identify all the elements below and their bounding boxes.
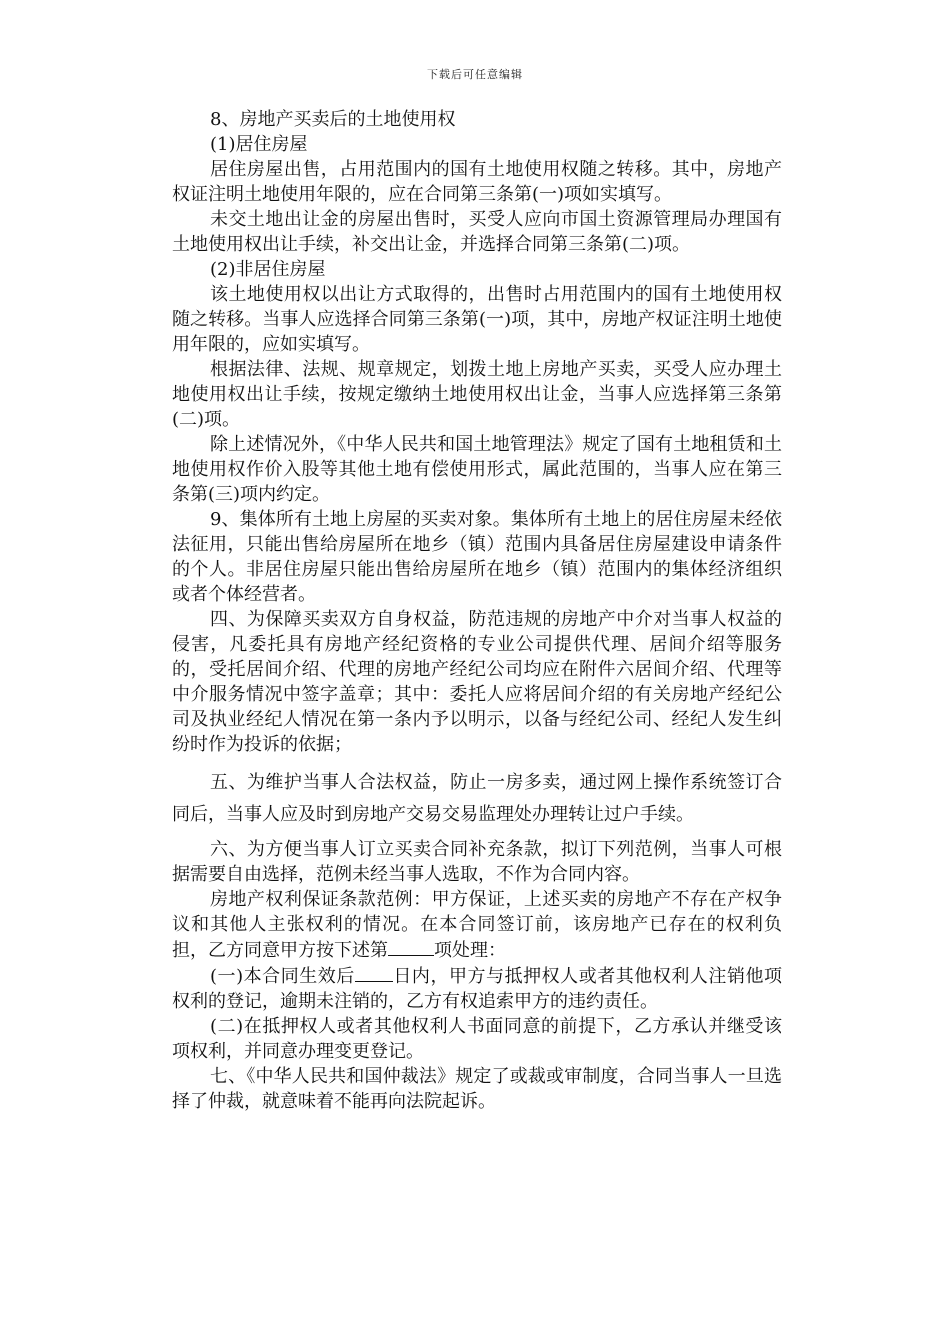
subheading-residential: (1)居住房屋 — [210, 134, 308, 155]
guarantee-clause-tail: 项处理： — [434, 940, 506, 961]
days-blank — [355, 963, 393, 982]
option-1-paragraph — [172, 963, 782, 1014]
option-1-lead: (一)本合同生效后 — [210, 966, 355, 987]
paragraph: 居住房屋出售，占用范围内的国有土地使用权随之转移。其中，房地产权证注明土地使用年限的，应在合同第三条第(一)项如实填写。 — [172, 159, 782, 205]
guarantee-clause-paragraph — [172, 887, 782, 963]
option-2-paragraph: (二)在抵押权人或者其他权利人书面同意的前提下，乙方承认并继受该项权利，并同意办理变更登记。 — [172, 1016, 782, 1062]
item-number-blank — [388, 937, 434, 956]
page-header: 下载后可任意编辑 — [427, 68, 523, 81]
document-body — [172, 107, 782, 1114]
section-5-paragraph: 五、为维护当事人合法权益，防止一房多卖，通过网上操作系统签订合同后，当事人应及时到房地产交易交易监理处办理转让过户手续。 — [172, 772, 782, 825]
paragraph: 根据法律、法规、规章规定，划拨土地上房地产买卖，买受人应办理土地使用权出让手续，按规定缴纳土地使用权出让金，当事人应选择第三条第(二)项。 — [172, 359, 782, 430]
paragraph: 该土地使用权以出让方式取得的，出售时占用范围内的国有土地使用权随之转移。当事人应选择合同第三条第(一)项，其中，房地产权证注明土地使用年限的，应如实填写。 — [172, 284, 782, 355]
section-9-paragraph: 9、集体所有土地上房屋的买卖对象。集体所有土地上的居住房屋未经依法征用，只能出售给房屋所在地乡（镇）范围内具备居住房屋建设申请条件的个人。非居住房屋只能出售给房屋所在地乡（镇）范围内的集体经济组织或者个体经营者。 — [172, 509, 782, 605]
section-7-paragraph: 七、《中华人民共和国仲裁法》规定了或裁或审制度，合同当事人一旦选择了仲裁，就意味着不能再向法院起诉。 — [172, 1066, 782, 1112]
section-heading-land-use: 8、房地产买卖后的土地使用权 — [210, 109, 456, 130]
guarantee-clause-text: 房地产权利保证条款范例：甲方保证，上述买卖的房地产不存在产权争议和其他人主张权利的情况。在本合同签订前，该房地产已存在的权利负担，乙方同意甲方按下述第 — [172, 889, 782, 961]
option-1-text: 日内，甲方与抵押权人或者其他权利人注销他项权利的登记，逾期未注销的，乙方有权追索甲方的违约责任。 — [172, 966, 783, 1012]
section-6-paragraph: 六、为方便当事人订立买卖合同补充条款，拟订下列范例，当事人可根据需要自由选择，范例未经当事人选取，不作为合同内容。 — [172, 839, 782, 885]
paragraph: 除上述情况外，《中华人民共和国土地管理法》规定了国有土地租赁和土地使用权作价入股等其他土地有偿使用形式，属此范围的，当事人应在第三条第(三)项内约定。 — [172, 434, 782, 505]
paragraph: 未交土地出让金的房屋出售时，买受人应向市国土资源管理局办理国有土地使用权出让手续，补交出让金，并选择合同第三条第(二)项。 — [172, 209, 782, 255]
section-4-paragraph: 四、为保障买卖双方自身权益，防范违规的房地产中介对当事人权益的侵害，凡委托具有房地产经纪资格的专业公司提供代理、居间介绍等服务的，受托居间介绍、代理的房地产经纪公司均应在附件六居间介绍、代理等中介服务情况中签字盖章；其中：委托人应将居间介绍的有关房地产经纪公司及执业经纪人情况在第一条内予以明示，以备与经纪公司、经纪人发生纠纷时作为投诉的依据； — [172, 609, 782, 755]
subheading-non-residential: (2)非居住房屋 — [210, 259, 326, 280]
